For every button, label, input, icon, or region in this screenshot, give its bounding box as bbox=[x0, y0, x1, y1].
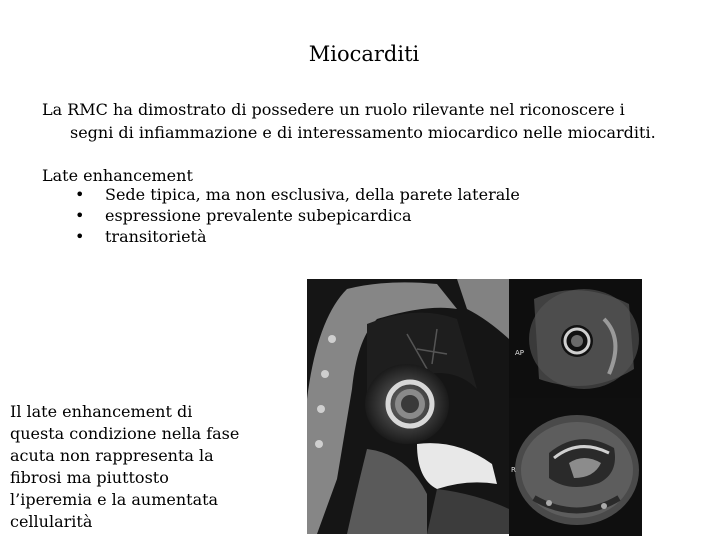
list-item-text: Sede tipica, ma non esclusiva, della parete laterale bbox=[105, 185, 520, 204]
list-item bbox=[42, 184, 520, 205]
bullet-icon: • bbox=[75, 206, 85, 225]
caption-line: fibrosi ma piuttosto bbox=[10, 468, 169, 487]
list-item-text: espressione prevalente subepicardica bbox=[105, 206, 412, 225]
mri-short-axis-image bbox=[509, 279, 642, 398]
bullet-icon: • bbox=[75, 227, 85, 246]
mri-four-chamber-icon bbox=[509, 398, 642, 536]
caption-line: l’iperemia e la aumentata bbox=[10, 490, 219, 509]
caption-line: Il late enhancement di bbox=[10, 402, 193, 421]
slide-title: Miocarditi bbox=[308, 42, 420, 66]
late-enhancement-list bbox=[42, 184, 520, 247]
panel-top-tag: AP bbox=[515, 349, 525, 357]
late-enhancement-heading: Late enhancement bbox=[42, 166, 193, 185]
caption-line: cellularità bbox=[10, 512, 93, 531]
caption-line: questa condizione nella fase bbox=[10, 424, 240, 443]
list-item bbox=[42, 226, 520, 247]
mri-short-axis-icon bbox=[509, 279, 642, 398]
mri-sagittal-icon bbox=[307, 279, 509, 534]
intro-line-1: La RMC ha dimostrato di possedere un ruolo rilevante nel riconoscere i bbox=[42, 100, 625, 119]
image-caption bbox=[10, 401, 280, 533]
mri-four-chamber-image bbox=[509, 398, 642, 536]
caption-line: acuta non rappresenta la bbox=[10, 446, 214, 465]
intro-paragraph bbox=[42, 98, 702, 144]
mri-sagittal-image bbox=[307, 279, 509, 534]
list-item-text: transitorietà bbox=[105, 227, 207, 246]
intro-line-2: segni di infiammazione e di interessamento miocardico nelle miocarditi. bbox=[70, 123, 656, 142]
panel-bottom-tag: R bbox=[511, 466, 516, 474]
list-item bbox=[42, 205, 520, 226]
bullet-icon: • bbox=[75, 185, 85, 204]
